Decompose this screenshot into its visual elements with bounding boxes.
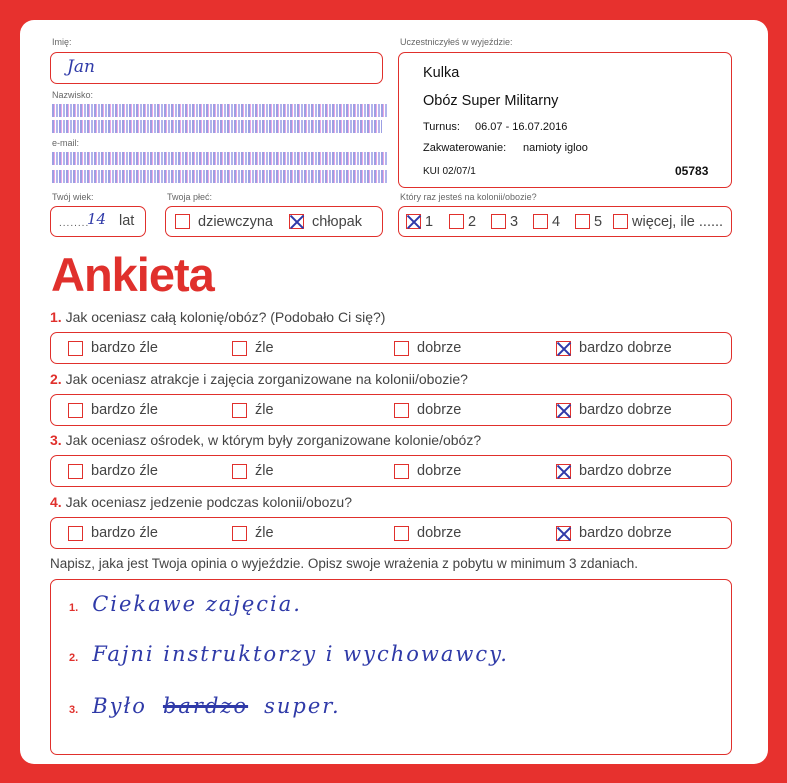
name-field[interactable] — [50, 52, 383, 84]
surname-label: Nazwisko: — [52, 90, 94, 100]
opinion-line-2: 2. Fajni instruktorzy i wychowawcy. — [69, 642, 509, 666]
rating-row-4 — [50, 517, 732, 549]
rating-4-dobrze[interactable]: dobrze — [394, 518, 461, 548]
rating-2-zle[interactable]: źle — [232, 395, 274, 425]
rating-4-zle[interactable]: źle — [232, 518, 274, 548]
survey-title: Ankieta — [51, 248, 214, 301]
checkbox[interactable] — [613, 214, 628, 229]
gender-label: Twoja płeć: — [167, 192, 213, 202]
times-option-4[interactable]: 4 — [533, 207, 560, 236]
rating-3-zle[interactable]: źle — [232, 456, 274, 486]
checkbox[interactable] — [533, 214, 548, 229]
rating-row-3 — [50, 455, 732, 487]
question-4: 4. Jak oceniasz jedzenie podczas kolonii/obozu? — [50, 494, 352, 510]
survey-sheet — [20, 20, 768, 764]
opinion-line-3: 3. Było bardzo super. — [69, 694, 341, 718]
rating-1-dobrze[interactable]: dobrze — [394, 333, 461, 363]
gender-field — [165, 206, 383, 237]
turnus-value: 06.07 - 16.07.2016 — [475, 121, 568, 133]
rating-1-bardzo-zle[interactable]: bardzo źle — [68, 333, 158, 363]
times-label: Który raz jesteś na kolonii/obozie? — [400, 192, 537, 202]
question-1: 1. Jak oceniasz całą kolonię/obóz? (Podobało Ci się?) — [50, 309, 386, 325]
participant-camp: Obóz Super Militarny — [423, 93, 559, 109]
rating-2-dobrze[interactable]: dobrze — [394, 395, 461, 425]
checkbox[interactable] — [575, 214, 590, 229]
name-value: Jan — [67, 57, 95, 77]
rating-4-bardzo-zle[interactable]: bardzo źle — [68, 518, 158, 548]
times-option-3[interactable]: 3 — [491, 207, 518, 236]
rating-4-bardzo-dobrze[interactable]: bardzo dobrze — [556, 518, 672, 548]
rating-3-bardzo-zle[interactable]: bardzo źle — [68, 456, 158, 486]
rating-2-bardzo-dobrze[interactable]: bardzo dobrze — [556, 395, 672, 425]
question-3: 3. Jak oceniasz ośrodek, w którym były zorganizowane kolonie/obóz? — [50, 432, 482, 448]
rating-2-bardzo-zle[interactable]: bardzo źle — [68, 395, 158, 425]
checkbox[interactable] — [175, 214, 190, 229]
email-redaction-2 — [52, 170, 388, 183]
age-field[interactable] — [50, 206, 146, 237]
rating-3-bardzo-dobrze[interactable]: bardzo dobrze — [556, 456, 672, 486]
age-value: 14 — [87, 210, 107, 228]
checkbox-checked[interactable] — [406, 214, 421, 229]
surname-redaction-2 — [52, 120, 382, 133]
rating-row-2 — [50, 394, 732, 426]
turnus-label: Turnus: — [423, 121, 460, 133]
times-option-1[interactable]: 1 — [406, 207, 433, 236]
gender-option-boy[interactable]: chłopak — [289, 207, 362, 236]
accommodation-value: namioty igloo — [523, 142, 588, 154]
opinion-textarea[interactable] — [50, 579, 732, 755]
checkbox[interactable] — [449, 214, 464, 229]
struck-word: bardzo — [162, 694, 249, 718]
opinion-line-1: 1. Ciekawe zajęcia. — [69, 592, 302, 616]
age-dots: ........ — [59, 218, 90, 229]
rating-1-bardzo-dobrze[interactable]: bardzo dobrze — [556, 333, 672, 363]
rating-row-1 — [50, 332, 732, 364]
times-field — [398, 206, 732, 237]
email-label: e-mail: — [52, 138, 80, 148]
participant-code: KUI 02/07/1 — [423, 166, 476, 177]
times-option-more[interactable]: więcej, ile ...... — [613, 207, 723, 236]
participant-name: Kulka — [423, 65, 460, 81]
participant-number: 05783 — [675, 164, 709, 178]
name-label: Imię: — [52, 37, 72, 47]
rating-3-dobrze[interactable]: dobrze — [394, 456, 461, 486]
checkbox[interactable] — [491, 214, 506, 229]
participant-label: Uczestniczyłeś w wyjeździe: — [400, 37, 513, 47]
participant-box — [398, 52, 732, 188]
times-option-2[interactable]: 2 — [449, 207, 476, 236]
opinion-prompt: Napisz, jaka jest Twoja opinia o wyjeździe. Opisz swoje wrażenia z pobytu w minimum 3 zdaniach. — [50, 556, 639, 571]
times-option-5[interactable]: 5 — [575, 207, 602, 236]
gender-option-girl[interactable]: dziewczyna — [175, 207, 273, 236]
surname-redaction — [52, 104, 388, 117]
question-2: 2. Jak oceniasz atrakcje i zajęcia zorganizowane na kolonii/obozie? — [50, 371, 468, 387]
age-label: Twój wiek: — [52, 192, 94, 202]
rating-1-zle[interactable]: źle — [232, 333, 274, 363]
age-unit: lat — [119, 213, 135, 229]
email-redaction — [52, 152, 388, 165]
accommodation-label: Zakwaterowanie: — [423, 142, 507, 154]
checkbox-checked[interactable] — [289, 214, 304, 229]
